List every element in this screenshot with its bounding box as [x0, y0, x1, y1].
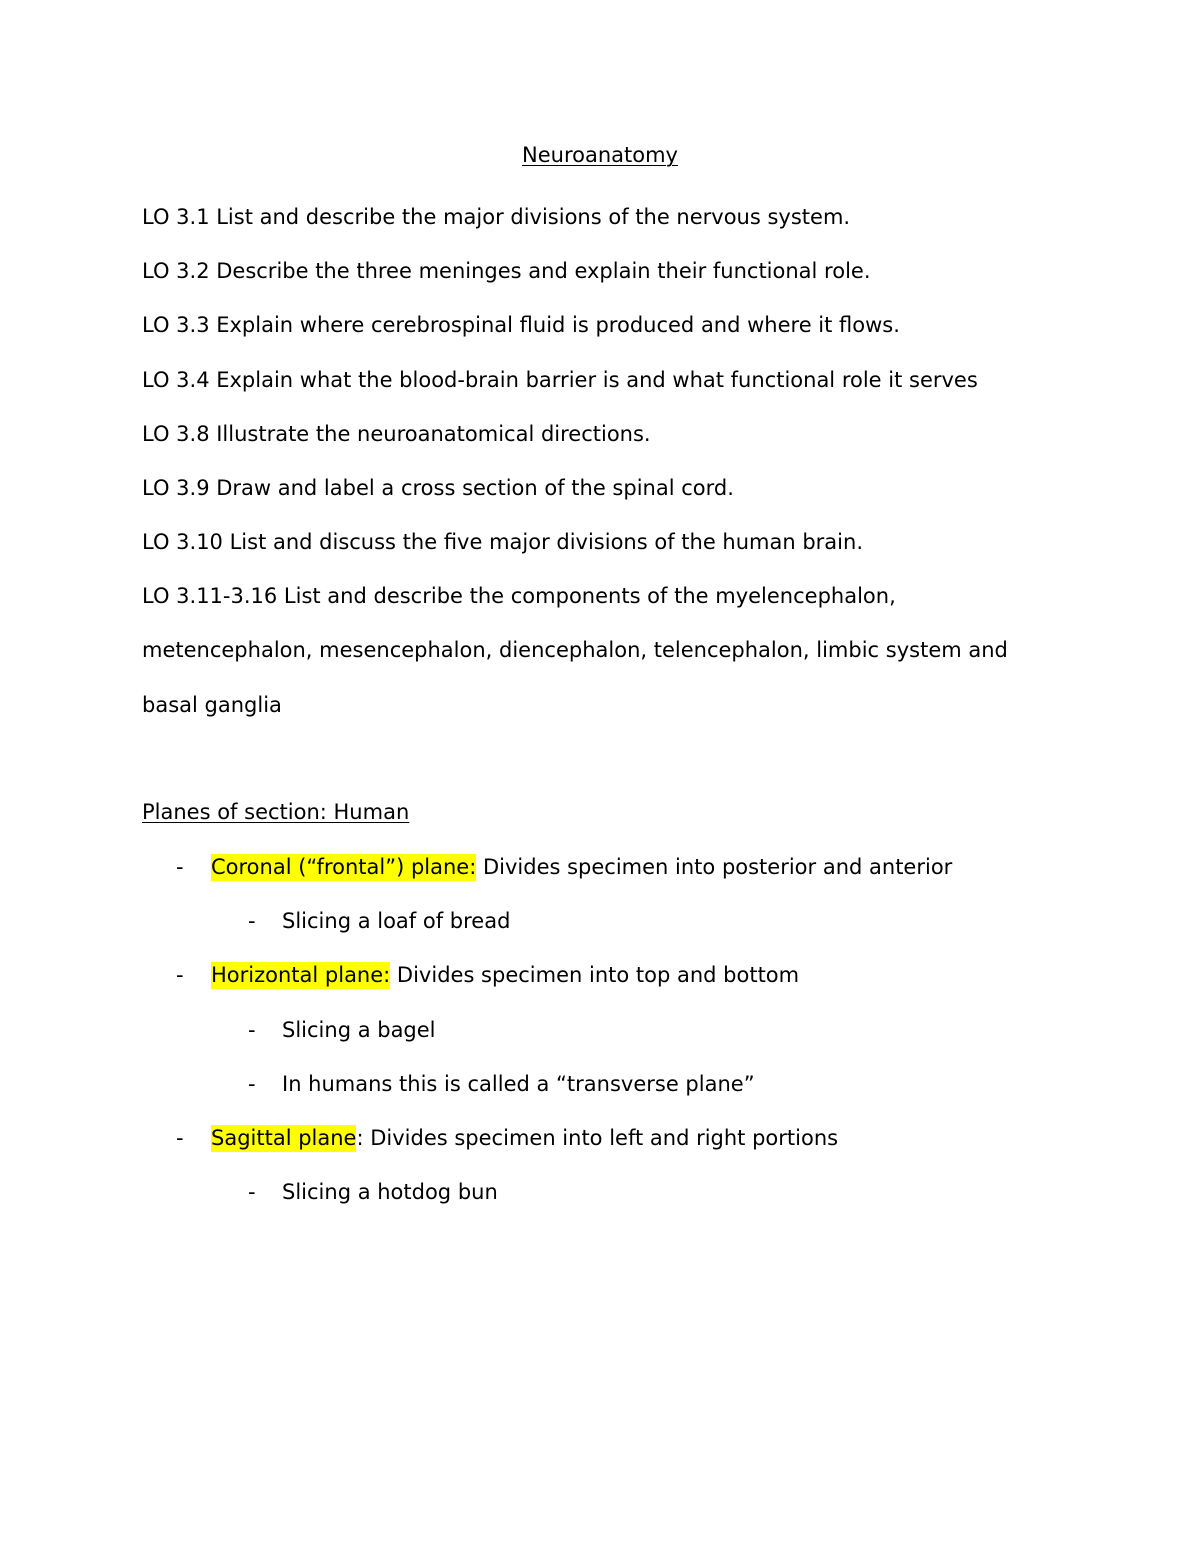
- bullet-dash: -: [176, 855, 184, 879]
- sub-bullet-item: Slicing a loaf of bread: [282, 909, 511, 933]
- learning-objective: LO 3.4 Explain what the blood-brain barrier is and what functional role it serves: [142, 368, 978, 392]
- sub-bullet-dash: -: [248, 1018, 256, 1042]
- learning-objective-continued: basal ganglia: [142, 693, 282, 717]
- highlighted-term: Sagittal plane: [211, 1126, 357, 1150]
- learning-objective: LO 3.2 Describe the three meninges and explain their functional role.: [142, 259, 871, 283]
- bullet-dash: -: [176, 1126, 184, 1150]
- sub-bullet-item: In humans this is called a “transverse plane”: [282, 1072, 755, 1096]
- learning-objective: LO 3.11-3.16 List and describe the components of the myelencephalon,: [142, 584, 896, 608]
- learning-objective: LO 3.3 Explain where cerebrospinal fluid is produced and where it flows.: [142, 313, 900, 337]
- learning-objective: LO 3.10 List and discuss the five major divisions of the human brain.: [142, 530, 863, 554]
- bullet-description: Divides specimen into top and bottom: [390, 963, 800, 987]
- bullet-description: : Divides specimen into left and right portions: [356, 1126, 839, 1150]
- learning-objective: LO 3.8 Illustrate the neuroanatomical directions.: [142, 422, 651, 446]
- bullet-horizontal-plane: [211, 962, 799, 988]
- highlighted-term: Coronal (“frontal”) plane:: [211, 855, 477, 879]
- sub-bullet-dash: -: [248, 909, 256, 933]
- bullet-description: Divides specimen into posterior and anterior: [476, 855, 953, 879]
- bullet-coronal-plane: [211, 854, 952, 880]
- sub-bullet-item: Slicing a bagel: [282, 1018, 436, 1042]
- bullet-dash: -: [176, 963, 184, 987]
- section-heading: Planes of section: Human: [142, 800, 410, 824]
- sub-bullet-dash: -: [248, 1180, 256, 1204]
- highlighted-term: Horizontal plane:: [211, 963, 391, 987]
- learning-objective-continued: metencephalon, mesencephalon, diencephalon, telencephalon, limbic system and: [142, 638, 1008, 662]
- sub-bullet-dash: -: [248, 1072, 256, 1096]
- learning-objective: LO 3.9 Draw and label a cross section of the spinal cord.: [142, 476, 734, 500]
- learning-objective: LO 3.1 List and describe the major divisions of the nervous system.: [142, 205, 851, 229]
- page-title: Neuroanatomy: [522, 143, 678, 167]
- bullet-sagittal-plane: [211, 1125, 838, 1151]
- sub-bullet-item: Slicing a hotdog bun: [282, 1180, 498, 1204]
